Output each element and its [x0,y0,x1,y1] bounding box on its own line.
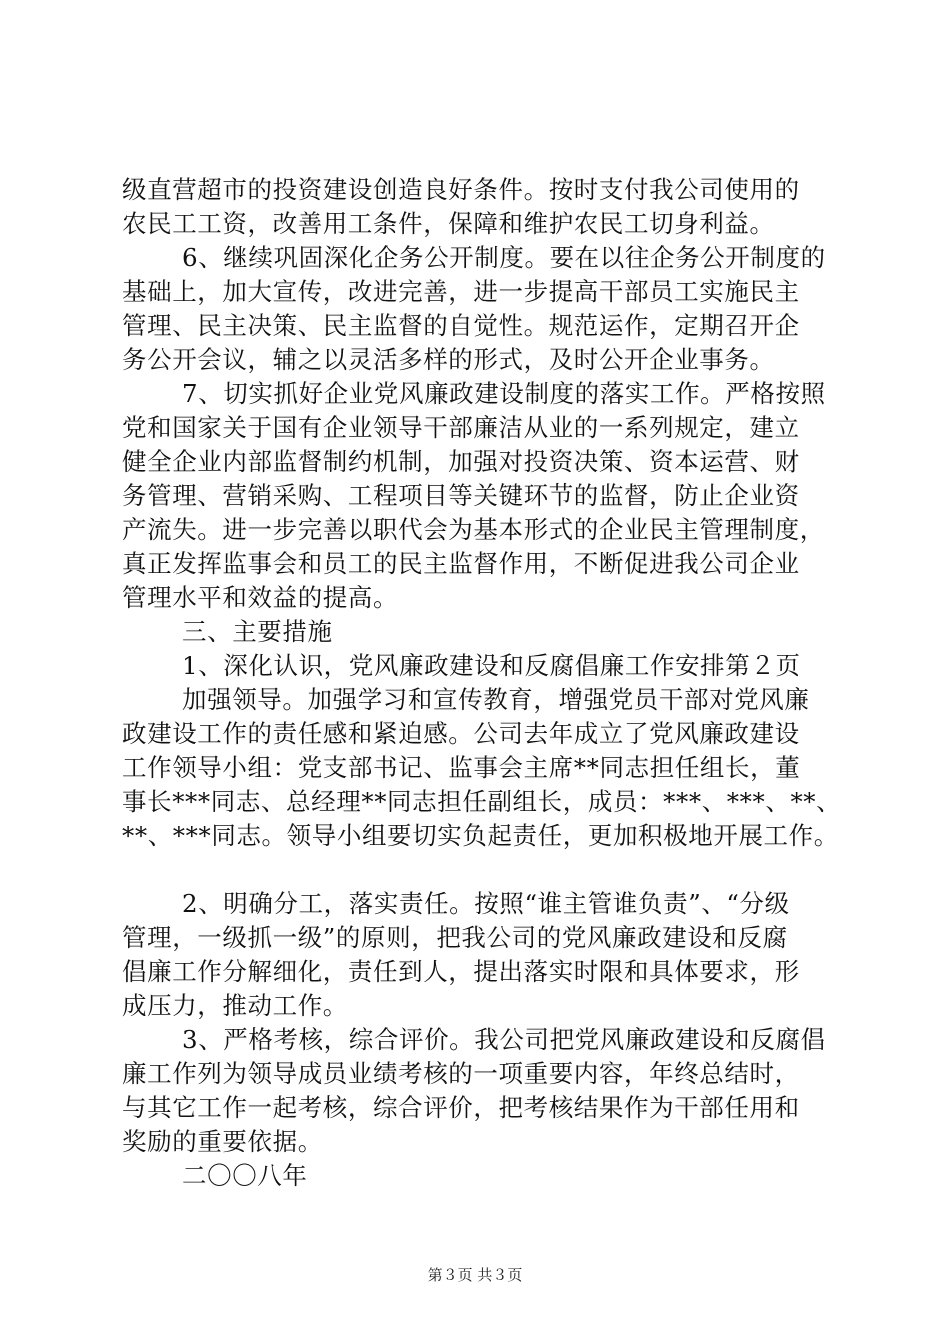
text-line: 成压力，推动工作。 [122,991,348,1020]
text-line: 农民工工资，改善用工条件，保障和维护农民工切身利益。 [122,209,775,238]
text-line: 倡廉工作分解细化，责任到人，提出落实时限和具体要求，形 [122,957,800,986]
text-line: 奖励的重要依据。 [122,1127,323,1156]
text-line: 健全企业内部监督制约机制，加强对投资决策、资本运营、财 [122,447,800,476]
text-line: 3、严格考核，综合评价。我公司把党风廉政建设和反腐倡 [182,1025,826,1054]
text-line: 1、深化认识，党风廉政建设和反腐倡廉工作安排第２页 [182,651,801,680]
text-line: 工作领导小组：党支部书记、监事会主席**同志担任组长，董 [122,753,801,782]
text-line: **、***同志。领导小组要切实负起责任，更加积极地开展工作。 [122,821,839,850]
page-footer: 第３页 共３页 [427,1266,523,1284]
text-line: 加强领导。加强学习和宣传教育，增强党员干部对党风廉 [182,685,810,714]
text-line: 务公开会议，辅之以灵活多样的形式，及时公开企业事务。 [122,345,775,374]
text-line: 基础上，加大宣传，改进完善，进一步提高干部员工实施民主 [122,277,800,306]
text-line: 2、明确分工，落实责任。按照“谁主管谁负责”、“分级 [182,889,790,918]
text-line: 党和国家关于国有企业领导干部廉洁从业的一系列规定，建立 [122,413,800,442]
text-line: 级直营超市的投资建设创造良好条件。按时支付我公司使用的 [122,175,800,204]
text-line: 7、切实抓好企业党风廉政建设制度的落实工作。严格按照 [182,379,826,408]
text-line: 管理，一级抓一级”的原则，把我公司的党风廉政建设和反腐 [122,923,788,952]
text-line: 事长***同志、总经理**同志担任副组长，成员：***、***、**、 [122,787,842,816]
text-line: 务管理、营销采购、工程项目等关键环节的监督，防止企业资 [122,481,800,510]
text-line: 产流失。进一步完善以职代会为基本形式的企业民主管理制度， [122,515,825,544]
text-line: 管理、民主决策、民主监督的自觉性。规范运作，定期召开企 [122,311,800,340]
section-heading: 三、主要措施 [182,617,333,646]
text-line: 真正发挥监事会和员工的民主监督作用，不断促进我公司企业 [122,549,800,578]
text-line: 政建设工作的责任感和紧迫感。公司去年成立了党风廉政建设 [122,719,800,748]
text-line: 6、继续巩固深化企务公开制度。要在以往企务公开制度的 [182,243,826,272]
text-line: 管理水平和效益的提高。 [122,583,399,612]
date-line: 二〇〇八年 [182,1161,308,1190]
text-line: 与其它工作一起考核，综合评价，把考核结果作为干部任用和 [122,1093,800,1122]
text-line: 廉工作列为领导成员业绩考核的一项重要内容，年终总结时， [122,1059,800,1088]
